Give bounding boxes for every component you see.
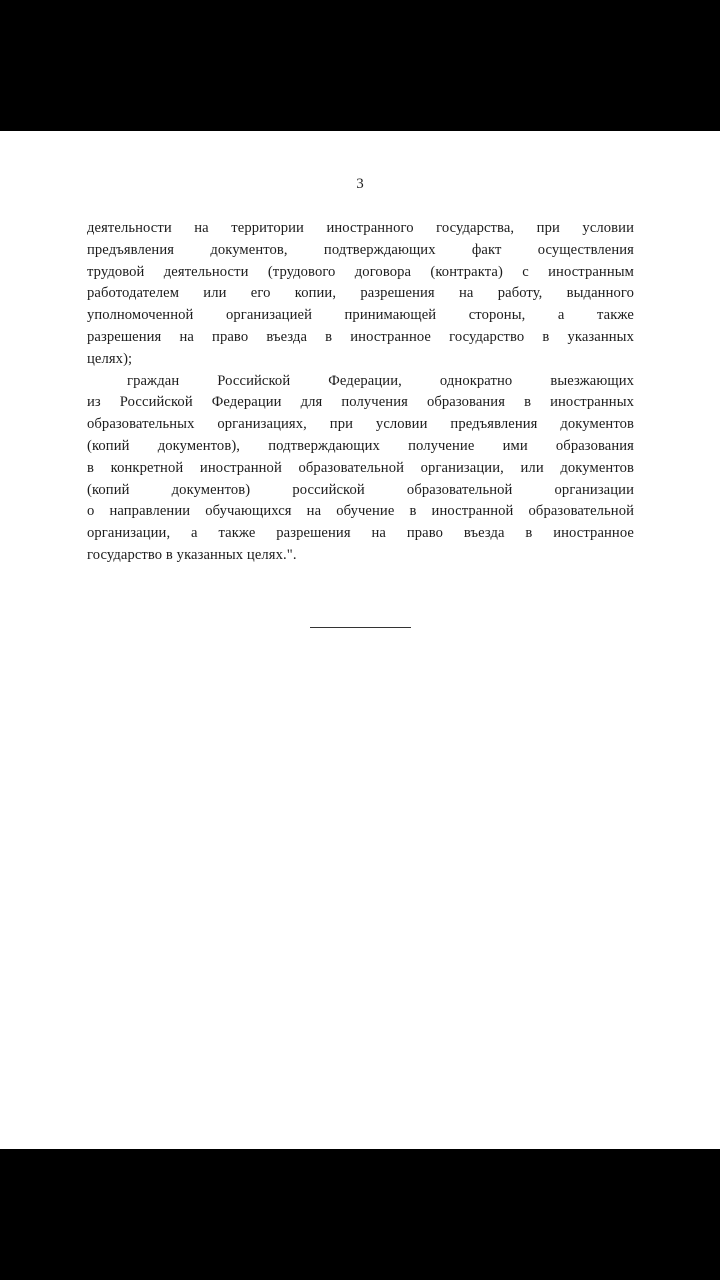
text-line: о направлении обучающихся на обучение в иностранной образовательной <box>87 503 634 520</box>
text-line: образовательных организациях, при условии предъявления документов <box>87 416 634 433</box>
text-line: организации, а также разрешения на право въезда в иностранное <box>87 525 634 542</box>
text-line: предъявления документов, подтверждающих факт осуществления <box>87 241 634 258</box>
text-line: работодателем или его копии, разрешения на работу, выданного <box>87 285 634 302</box>
text-line: государство в указанных целях.". <box>87 546 297 563</box>
text-line: в конкретной иностранной образовательной организации, или документов <box>87 459 634 476</box>
text-line: трудовой деятельности (трудового договора (контракта) с иностранным <box>87 263 634 280</box>
closing-rule <box>310 627 411 628</box>
text-line: деятельности на территории иностранного государства, при условии <box>87 220 634 236</box>
text-line: (копий документов), подтверждающих получение ими образования <box>87 437 634 454</box>
text-line: (копий документов) российской образовательной организации <box>87 481 634 498</box>
text-line: уполномоченной организацией принимающей стороны, а также <box>87 307 634 324</box>
text-line: граждан Российской Федерации, однократно выезжающих <box>127 372 634 389</box>
document-body <box>87 218 634 567</box>
text-line: целях); <box>87 350 133 367</box>
document-page[interactable] <box>0 131 720 1149</box>
text-line: разрешения на право въезда в иностранное государство в указанных <box>87 328 634 345</box>
page-number: 3 <box>356 176 364 192</box>
text-line: из Российской Федерации для получения образования в иностранных <box>87 394 634 411</box>
